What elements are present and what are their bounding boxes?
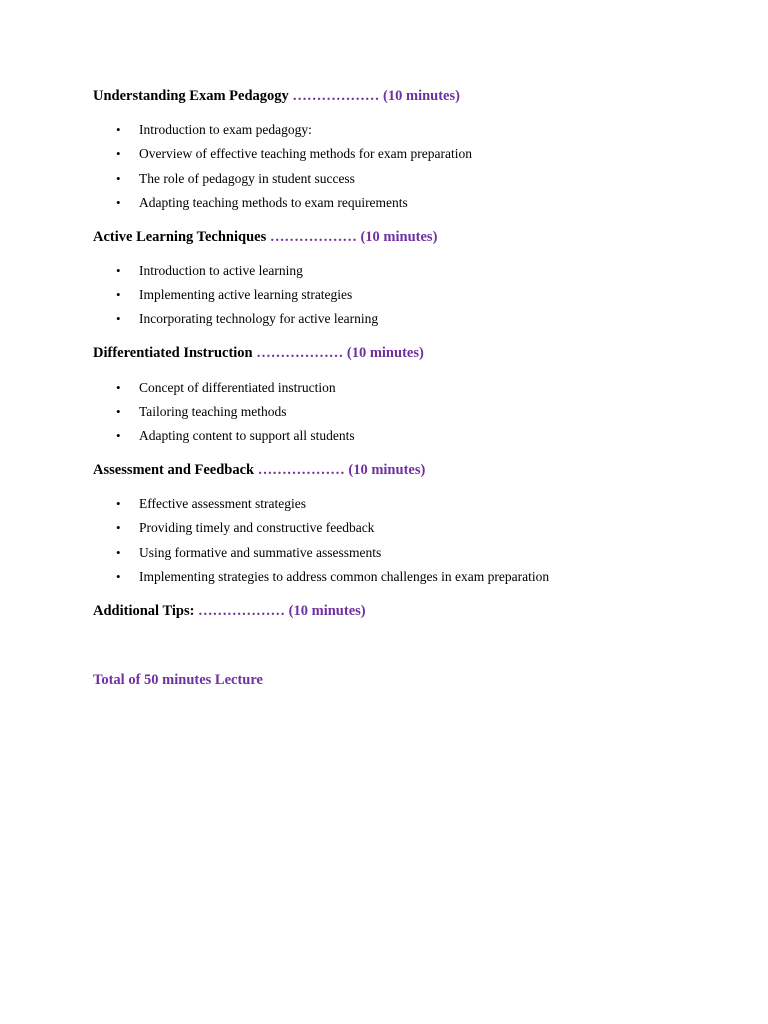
leader-dots: ……………… — [292, 88, 380, 104]
section-title: Active Learning Techniques — [93, 229, 267, 245]
list-item — [116, 194, 408, 212]
section-duration: (10 minutes) — [346, 345, 424, 361]
list-item — [116, 495, 306, 513]
section-duration: (10 minutes) — [288, 603, 366, 619]
list-item — [116, 262, 303, 280]
section-duration: (10 minutes) — [348, 462, 426, 478]
list-item — [116, 427, 355, 445]
list-item-text: Tailoring teaching methods — [139, 404, 287, 419]
leader-dots: ……………… — [256, 345, 344, 361]
leader-dots: ……………… — [269, 229, 357, 245]
section-duration: (10 minutes) — [360, 229, 438, 245]
section-heading-differentiated-instruction — [93, 344, 424, 362]
bullet-icon: • — [116, 122, 121, 137]
list-item-text: Introduction to active learning — [139, 263, 303, 278]
list-item — [116, 121, 312, 139]
section-heading-assessment-feedback — [93, 461, 425, 479]
section-title: Understanding Exam Pedagogy — [93, 88, 289, 104]
bullet-icon: • — [116, 496, 121, 511]
list-item-text: Introduction to exam pedagogy: — [139, 122, 312, 137]
bullet-icon: • — [116, 380, 121, 395]
list-item-text: Adapting teaching methods to exam requirements — [139, 195, 408, 210]
section-title: Assessment and Feedback — [93, 462, 255, 478]
bullet-icon: • — [116, 311, 121, 326]
leader-dots: ……………… — [198, 603, 286, 619]
bullet-icon: • — [116, 195, 121, 210]
bullet-icon: • — [116, 520, 121, 535]
total-lecture-time: Total of 50 minutes Lecture — [93, 672, 263, 688]
bullet-icon: • — [116, 404, 121, 419]
list-item — [116, 519, 374, 537]
section-title: Additional Tips: — [93, 603, 195, 619]
list-item-text: Incorporating technology for active learning — [139, 311, 379, 326]
bullet-icon: • — [116, 287, 121, 302]
section-heading-additional-tips — [93, 602, 366, 620]
section-title: Differentiated Instruction — [93, 345, 253, 361]
list-item — [116, 310, 378, 328]
list-item — [116, 170, 355, 188]
bullet-icon: • — [116, 171, 121, 186]
section-duration: (10 minutes) — [383, 88, 460, 104]
bullet-icon: • — [116, 569, 121, 584]
list-item-text: Concept of differentiated instruction — [139, 380, 336, 395]
list-item — [116, 286, 352, 304]
bullet-icon: • — [116, 263, 121, 278]
list-item-text: Adapting content to support all students — [139, 428, 355, 443]
list-item — [116, 145, 472, 163]
list-item — [116, 544, 381, 562]
list-item — [116, 403, 287, 421]
section-heading-active-learning — [93, 228, 437, 246]
list-item-text: Implementing active learning strategies — [139, 287, 353, 302]
list-item — [116, 568, 549, 586]
bullet-icon: • — [116, 545, 121, 560]
leader-dots: ……………… — [257, 462, 345, 478]
list-item-text: Implementing strategies to address common challenges in exam preparation — [139, 569, 550, 584]
list-item-text: The role of pedagogy in student success — [139, 171, 355, 186]
list-item-text: Using formative and summative assessments — [139, 545, 382, 560]
bullet-icon: • — [116, 146, 121, 161]
list-item-text: Providing timely and constructive feedback — [139, 520, 375, 535]
list-item-text: Effective assessment strategies — [139, 496, 306, 511]
bullet-icon: • — [116, 428, 121, 443]
list-item-text: Overview of effective teaching methods for exam preparation — [139, 146, 472, 161]
section-heading-exam-pedagogy — [93, 87, 460, 105]
list-item — [116, 379, 336, 397]
